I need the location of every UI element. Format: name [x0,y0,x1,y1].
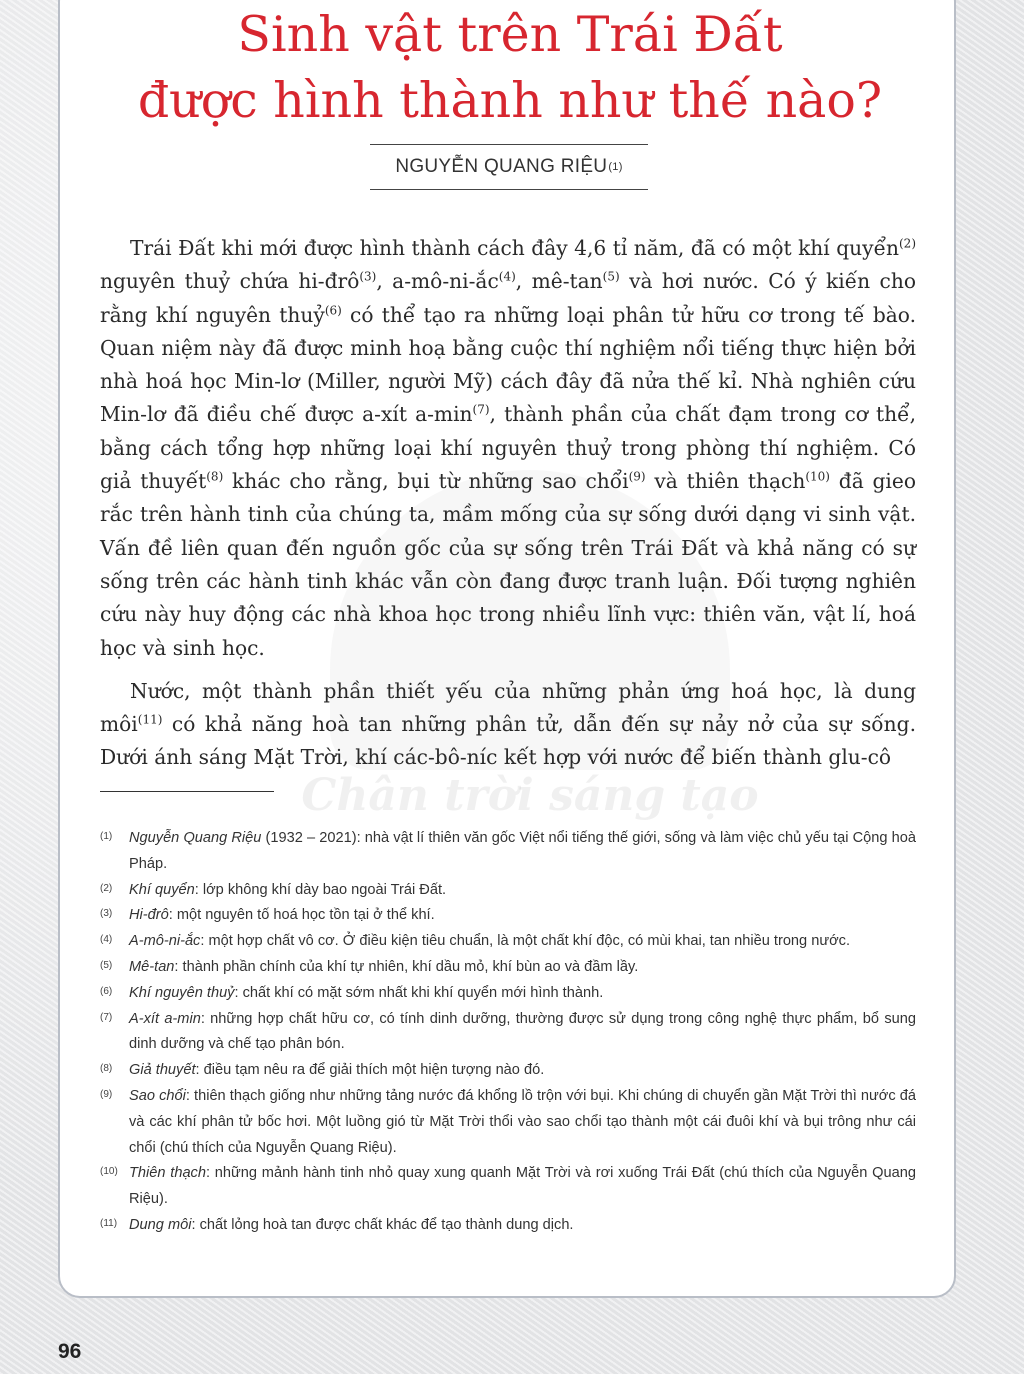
footnote-ref: (6) [324,302,342,317]
footnote-ref: (2) [899,236,916,251]
title-line-2: được hình thành như thế nào? [137,72,883,129]
footnote-ref: (10) [805,469,830,484]
footnote-ref: (9) [628,469,646,484]
author-footnote-ref: (1) [608,161,623,173]
footnote: (4) A-mô-ni-ắc: một hợp chất vô cơ. Ở điều kiện tiêu chuẩn, là một chất khí độc, có mùi khai, tan nhiều trong nước. [100,933,851,950]
footnote: (5) Mê-tan: thành phần chính của khí tự nhiên, khí dầu mỏ, khí bùn ao và đầm lầy. [100,958,639,975]
title-line-1: Sinh vật trên Trái Đất [237,6,783,63]
footnotes [100,826,916,1239]
footnote: (2) Khí quyển: lớp không khí dày bao ngoài Trái Đất. [100,881,447,898]
footnote-ref: (5) [602,269,620,284]
footnote: (1) Nguyễn Quang Riệu (1932 – 2021): nhà vật lí thiên văn gốc Việt nổi tiếng thế giới, sống và làm việc chủ yếu tại Cộng hoà Pháp. [100,830,916,872]
footnote-ref: (8) [206,469,224,484]
author-name: NGUYỄN QUANG RIỆU [395,156,608,177]
article-title [60,2,960,134]
footnote: (7) A-xít a-min: những hợp chất hữu cơ, có tính dinh dưỡng, thường được sử dụng trong công nghệ thực phẩm, bổ sung dinh dưỡng và chế tạo phân bón. [100,1010,916,1053]
footnote-divider [100,791,274,792]
footnote: (9) Sao chổi: thiên thạch giống như những tảng nước đá khổng lồ trộn với bụi. Khi chúng di chuyển gần Mặt Trời thì nước đá và các khí phân tử bốc hơi. Một luồng gió từ Mặt Trời thổi vào sao chổi tạo thành một cái đuôi khí và bụi trông như cái chổi (chú thích của Nguyễn Quang Riệu). [100,1087,917,1156]
footnote-ref: (4) [498,269,516,284]
page-number: 96 [58,1340,82,1363]
paragraph-1: Trái Đất khi mới được hình thành cách đây 4,6 tỉ năm, đã có một khí quyển$^{(2)}$ nguyên thuỷ chứa hi-đrô$^{(3)}$, a-mô-ni-ắc$^{(4)}$, $mê-\tan^{(5)}$ và hơi nước. Có ý kiến cho rằng khí nguyên thuỷ$^{(6)}$ có thể tạo ra những loại phân tử hữu cơ trong tế bào. Quan niệm này đã được minh hoạ bằng cuộc thí nghiệm nổi tiếng thực hiện bởi nhà hoá học Min-lơ (Miller, người Mỹ) cách đây đã nửa thế kỉ. Nhà nghiên cứu Min-lơ đã điều chế được a-xít $a-\min^{(7)}$, thành phần của chất đạm trong cơ thể, bằng cách tổng hợp những loại khí nguyên thuỷ trong phòng thí nghiệm. Có giả thuyết$^{(8)}$ khác cho rằng, bụi từ những sao chổi$^{(9)}$ và thiên thạch$^{(10)}$ đã gieo rắc trên hành tinh của chúng ta, mầm mống của sự sống dưới dạng vi sinh vật. Vấn đề liên quan đến nguồn gốc của sự sống trên Trái Đất và khả năng có sự sống trên các hành tinh khác vẫn còn đang được tranh luận. Đối tượng nghiên cứu này huy động các nhà khoa học trong nhiều lĩnh vực: thiên văn, vật lí, hoá học và sinh học. [100,236,916,660]
footnote: (3) Hi-đrô: một nguyên tố hoá học tồn tại ở thể khí. [100,907,435,924]
footnote-ref: (7) [472,402,490,417]
paragraph-2: Nước, một thành phần thiết yếu của những phản ứng hoá học, là dung môi$^{(11)}$ có khả năng hoà tan những phân tử, dẫn đến sự nảy nở của sự sống. Dưới ánh sáng Mặt Trời, khí các-bô-níc kết hợp với nước để biến thành glu-cô [100,678,916,770]
footnote-ref: (3) [359,269,377,284]
footnote: (10) Thiên thạch: những mảnh hành tinh nhỏ quay xung quanh Mặt Trời và rơi xuống Trái Đất (chú thích của Nguyễn Quang Riệu). [100,1165,917,1208]
footnote: (11) Dung môi: chất lỏng hoà tan được chất khác để tạo thành dung dịch. [100,1216,574,1233]
footnote: (8) Giả thuyết: điều tạm nêu ra để giải thích một hiện tượng nào đó. [100,1062,545,1079]
article-body [100,232,916,785]
footnote-ref: (11) [137,712,163,727]
footnote: (6) Khí nguyên thuỷ: chất khí có mặt sớm nhất khi khí quyển mới hình thành. [100,984,604,1001]
author-byline [370,144,648,190]
